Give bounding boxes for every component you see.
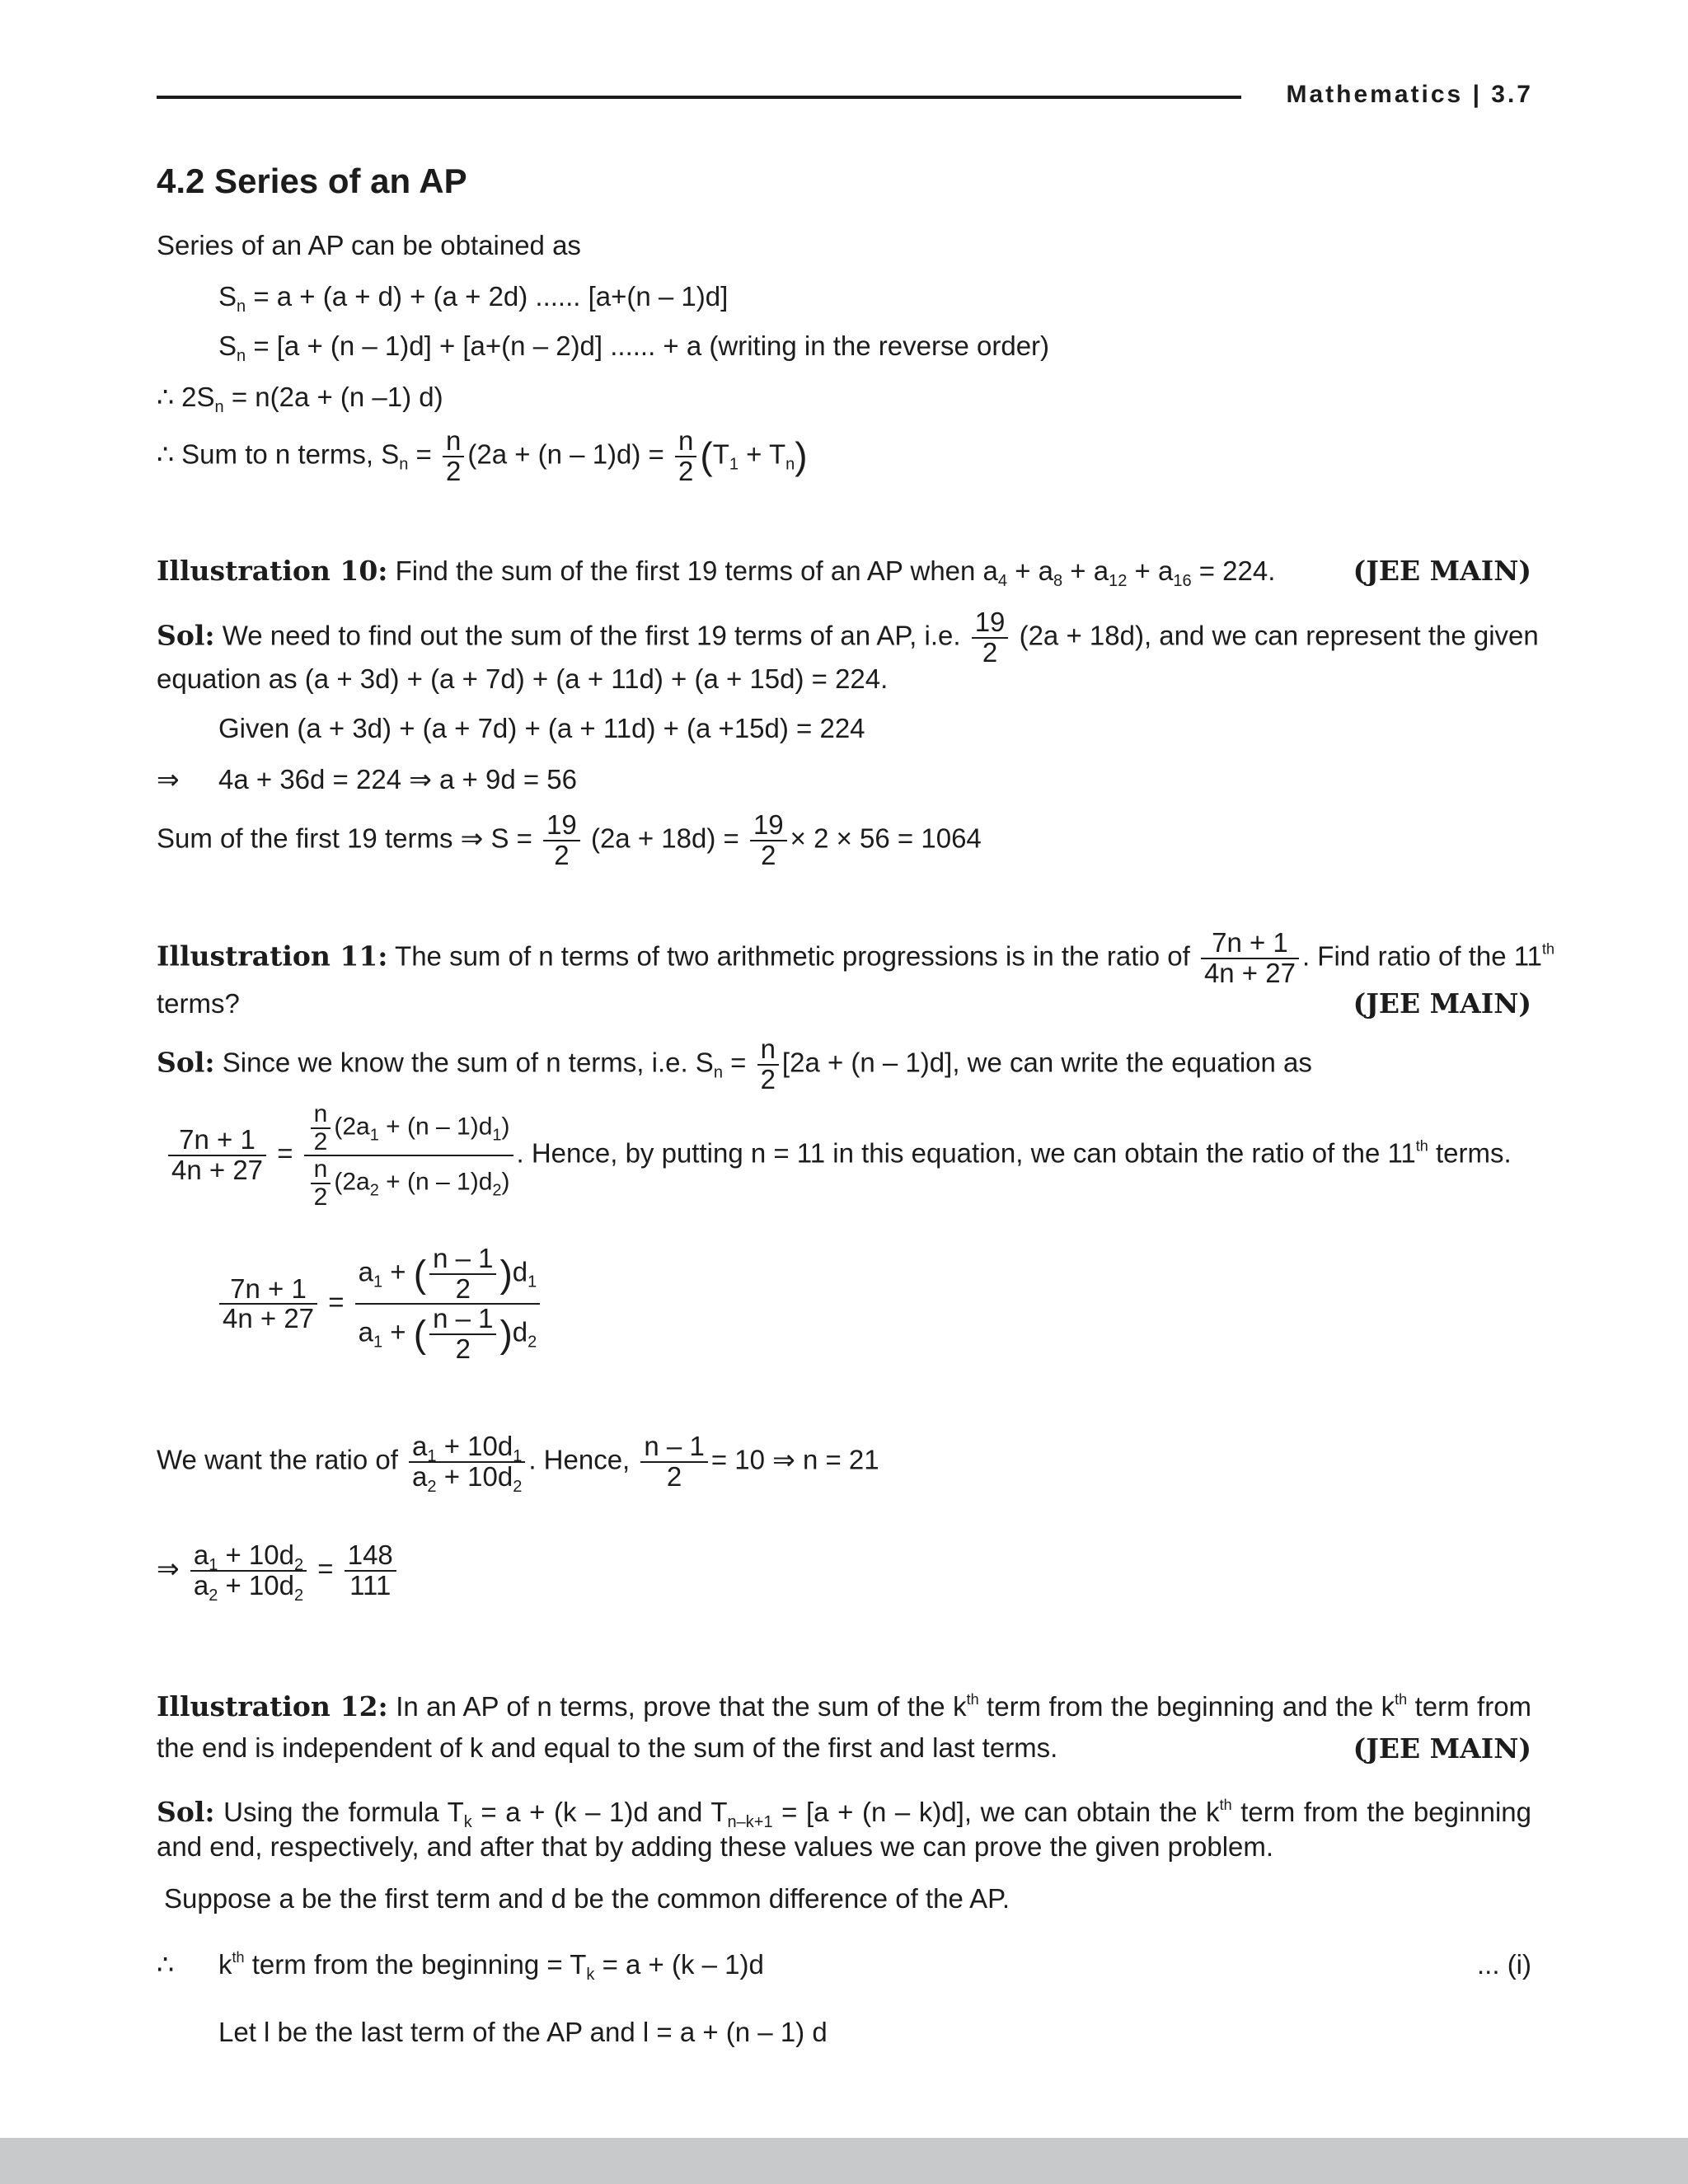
section-title: 4.2 Series of an AP <box>157 162 467 200</box>
source-tag: (JEE MAIN) <box>1353 987 1531 1019</box>
sum-formula-reverse: $S_n = [a + (n - 1)d] + [a+(n - 2)d]$ ...... + a (writing in the reverse order) <box>218 330 1050 365</box>
ill12-last-term: Let l be the last term of the AP and l = a + (n – 1) d <box>218 2017 828 2047</box>
source-tag: (JEE MAIN) <box>1353 1732 1531 1765</box>
ill12-suppose: Suppose a be the first term and d be the common difference of the AP. <box>164 1883 1010 1914</box>
sum-double: ∴ $2S_n = n(2a + (n$ –1) d) <box>157 382 443 416</box>
illustration-11: Illustration 11: The sum of n terms of two arithmetic progressions is in the ratio of $\frac{7n + 1}{4n + 27}$ . Find ratio of the 11th <box>157 927 1555 988</box>
sum-to-n-terms: ∴ Sum to n terms, $S_n$ = $\frac{n}{2}$ (2a + (n – 1)d) = $\frac{n}{2}$ $(T_1 + T_n)$ <box>157 425 808 486</box>
running-head: Mathematics | 3.7 <box>1286 81 1533 108</box>
ill11-reduced-ratio: $\frac{7n + 1}{4n + 27}$ = $a_1$ + ( $\frac{n - 1}{2}$ )$d_1$ $a_1$ + ( $\frac{n - 1}{2}$ )$d_2$ <box>216 1244 543 1364</box>
ill12-solution: Sol: Using the formula $T_k = a + (k - 1)d$ and $T_{n-k+1} = [a + (n - k)d]$, we can obtain the $k^{th}$ term from the beginning and end, respectively, and after that by adding these values we can prove the given problem. <box>157 1796 1532 1862</box>
source-tag: (JEE MAIN) <box>1353 555 1531 587</box>
ill11-result: ⇒ $\frac{a_1 + 10d_2}{a_2 + 10d_2}$ = $\frac{148}{111}$ <box>157 1541 400 1600</box>
ill11-solution: Sol: Since we know the sum of n terms, i.e. $S_n$ = $\frac{n}{2}$ [2a + (n – 1)d], we can write the equation as <box>157 1033 1312 1094</box>
ill11-terms: terms? <box>157 988 240 1019</box>
header-rule <box>157 96 1241 99</box>
footer-band <box>0 2138 1688 2184</box>
ill10-step: ⇒ 4a + 36d = 224 ⇒ a + 9d = 56 <box>157 764 578 794</box>
ill10-solution-line2: equation as (a + 3d) + (a + 7d) + (a + 11d) + (a + 15d) = 224. <box>157 663 889 694</box>
section-intro: Series of an AP can be obtained as <box>157 230 581 260</box>
sum-formula-forward: $S_n = a + (a + d) + (a + 2d)$ ...... [a+(n – 1)d] <box>218 281 729 316</box>
illustration-12: Illustration 12: In an AP of n terms, prove that the sum of the $k^{th}$ term from the beginning and the $k^{th}$ term from the end is independent of k and equal to the sum of the first and last terms. <box>157 1690 1532 1763</box>
ill12-kth-term: ∴ $k^{th}$ term from the beginning = $T_k = a + (k - 1)d$ <box>157 1949 764 1984</box>
ill11-want-ratio: We want the ratio of $\frac{a_1 + 10d_1}{a_2 + 10d_2}$ . Hence, $\frac{n - 1}{2}$ = 10 ⇒ n = 21 <box>157 1431 879 1496</box>
ill10-sum: Sum of the first 19 terms ⇒ S = $\frac{19}{2}$ (2a + 18d) = $\frac{19}{2}$ × 2 × 56 = 1064 <box>157 809 982 870</box>
ill10-given: Given (a + 3d) + (a + 7d) + (a + 11d) + (a +15d) = 224 <box>218 713 865 743</box>
ill10-solution-line1: Sol: We need to find out the sum of the first 19 terms of an AP, i.e. $\frac{19}{2}$ (2a + 18d), and we can represent the given <box>157 607 1539 668</box>
illustration-10: Illustration 10: Find the sum of the first 19 terms of an AP when $a_4 + a_8 + a_{12} + a_{16} = 224$. <box>157 555 1276 590</box>
ill11-ratio-equation: $\frac{7n + 1}{4n + 27}$ = $\frac{n}{2}$ $(2a_1 + (n - 1)d_1)$ $\frac{n}{2}$ $(2a_2 + (n - 1)d_2)$ . Hence, by putting n = 11 in this equation, we can obtain the ratio of the 11th terms. <box>165 1101 1512 1210</box>
equation-number: ... (i) <box>1477 1949 1531 1980</box>
